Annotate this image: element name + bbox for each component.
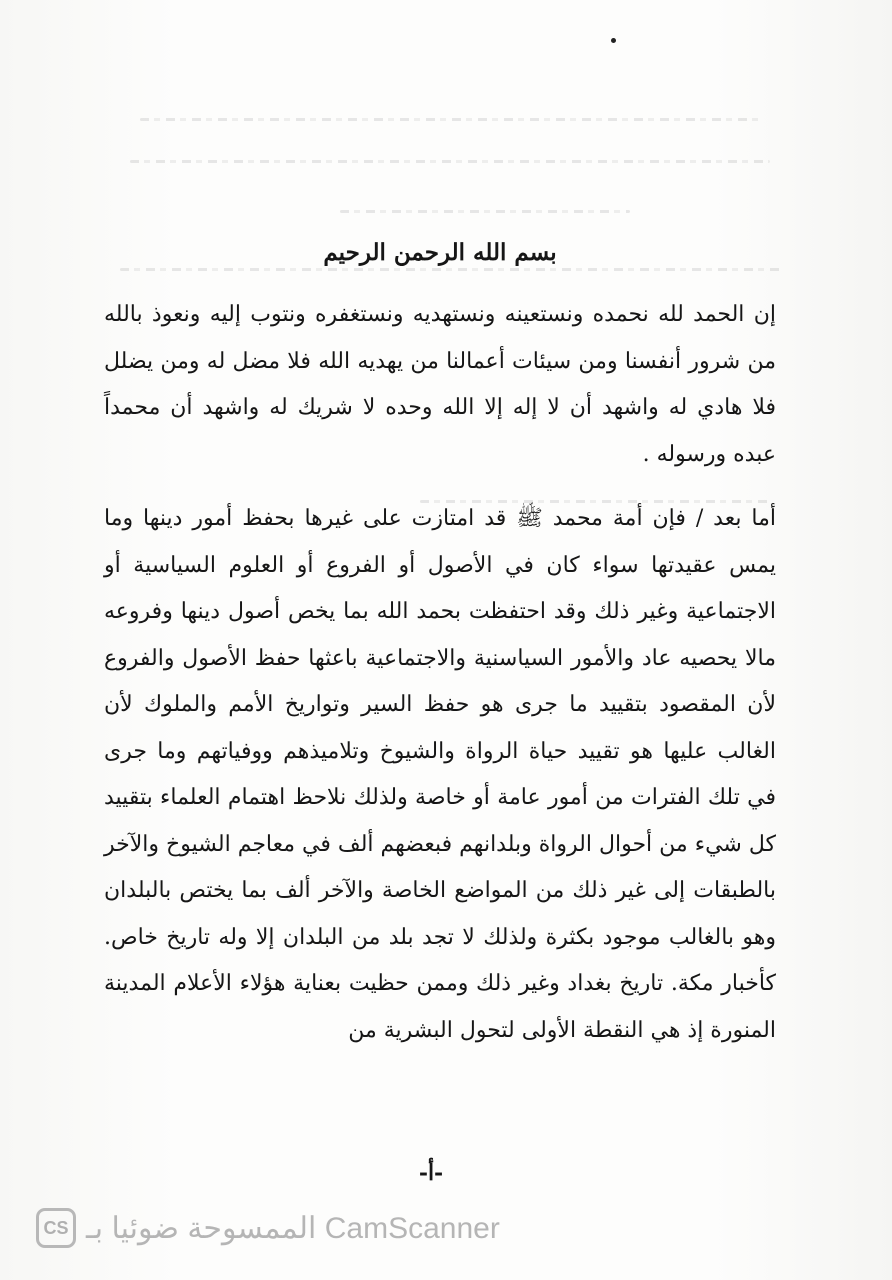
camscanner-logo-icon: CS	[36, 1208, 76, 1248]
bleed-through-line	[130, 160, 770, 163]
watermark-text: الممسوحة ضوئيا بـ CamScanner	[86, 1211, 500, 1245]
page-content	[104, 230, 776, 1054]
bleed-through-line	[340, 210, 630, 213]
ink-dot	[611, 38, 616, 43]
page-number: -أ-	[418, 1160, 444, 1186]
camscanner-watermark	[36, 1207, 500, 1249]
opening-paragraph: إن الحمد لله نحمده ونستعينه ونستهديه ونستغفره ونتوب إليه ونعوذ بالله من شرور أنفسنا ومن سيئات أعمالنا من يهديه الله فلا مضل له ومن يضلل فلا هادي له واشهد أن لا إله إلا الله وحده لا شريك له واشهد أن محمداً عبده ورسوله .	[104, 302, 776, 467]
bleed-through-line	[140, 118, 760, 121]
basmala-heading: بسم الله الرحمن الرحيم	[323, 239, 557, 266]
body-paragraph: أما بعد / فإن أمة محمد ﷺ قد امتازت على غيرها بحفظ أمور دينها وما يمس عقيدتها سواء كان في الأصول أو الفروع أو العلوم السياسية أو الاجتماعية وغير ذلك وقد احتفظت بحمد الله بما يخص أصول دينها وفروعه مالا يحصيه عاد والأمور السياسنية والاجتماعية باعثها حفظ الأصول والفروع لأن المقصود بتقييد ما جرى هو حفظ السير وتواريخ الأمم والملوك لأن الغالب عليها هو تقييد حياة الرواة والشيوخ وتلاميذهم ووفياتهم وما جرى في تلك الفترات من أمور عامة أو خاصة ولذلك نلاحظ اهتمام العلماء بتقييد كل شيء من أحوال الرواة وبلدانهم فبعضهم ألف في معاجم الشيوخ والآخر بالطبقات إلى غير ذلك من المواضع الخاصة والآخر ألف بما يختص بالبلدان وهو بالغالب موجود بكثرة ولذلك لا تجد بلد من البلدان إلا وله تاريخ خاص. كأخبار مكة. تاريخ بغداد وغير ذلك وممن حظيت بعناية هؤلاء الأعلام المدينة المنورة إذ هي النقطة الأولى لتحول البشرية من	[104, 506, 776, 1043]
